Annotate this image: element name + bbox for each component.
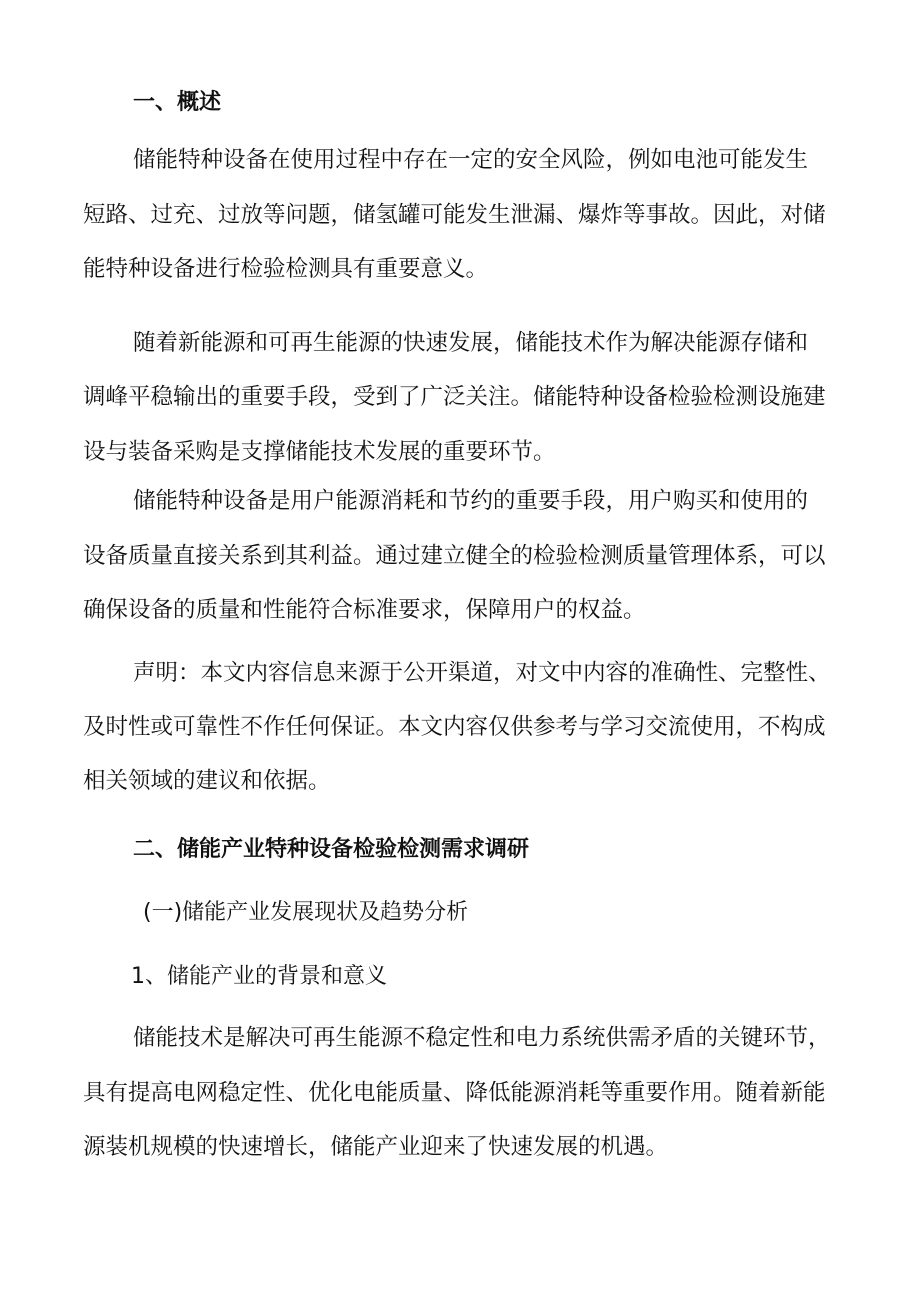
paragraph-line: 随着新能源和可再生能源的快速发展，储能技术作为解决能源存储和: [133, 330, 809, 356]
paragraph-line: 短路、过充、过放等问题，储氢罐可能发生泄漏、爆炸等事故。因此，对储: [83, 202, 826, 228]
subsection-heading: (一)储能产业发展现状及趋势分析: [143, 900, 469, 925]
section-heading-overview: 一、概述: [133, 90, 222, 115]
paragraph-line: 储能特种设备是用户能源消耗和节约的重要手段，用户购买和使用的: [133, 488, 809, 514]
paragraph-line: 储能技术是解决可再生能源不稳定性和电力系统供需矛盾的关键环节，: [133, 1025, 831, 1051]
paragraph-line: 相关领域的建议和依据。: [83, 768, 331, 794]
paragraph-line: 能特种设备进行检验检测具有重要意义。: [83, 256, 489, 282]
paragraph-line: 确保设备的质量和性能符合标准要求，保障用户的权益。: [83, 597, 646, 623]
paragraph-line: 调峰平稳输出的重要手段，受到了广泛关注。储能特种设备检验检测设施建: [83, 384, 826, 410]
section-heading-research: 二、储能产业特种设备检验检测需求调研: [133, 837, 530, 862]
paragraph-line: 储能特种设备在使用过程中存在一定的安全风险，例如电池可能发生: [133, 147, 809, 173]
paragraph-line: 声明：本文内容信息来源于公开渠道，对文中内容的准确性、完整性、: [133, 660, 831, 686]
paragraph-line: 及时性或可靠性不作任何保证。本文内容仅供参考与学习交流使用，不构成: [83, 714, 826, 740]
paragraph-line: 设与装备采购是支撑储能技术发展的重要环节。: [83, 439, 556, 465]
paragraph-line: 设备质量直接关系到其利益。通过建立健全的检验检测质量管理体系，可以: [83, 543, 826, 569]
subsubsection-heading: 1、储能产业的背景和意义: [131, 964, 387, 989]
paragraph-line: 源装机规模的快速增长，储能产业迎来了快速发展的机遇。: [83, 1134, 669, 1160]
paragraph-line: 具有提高电网稳定性、优化电能质量、降低能源消耗等重要作用。随着新能: [83, 1080, 826, 1106]
